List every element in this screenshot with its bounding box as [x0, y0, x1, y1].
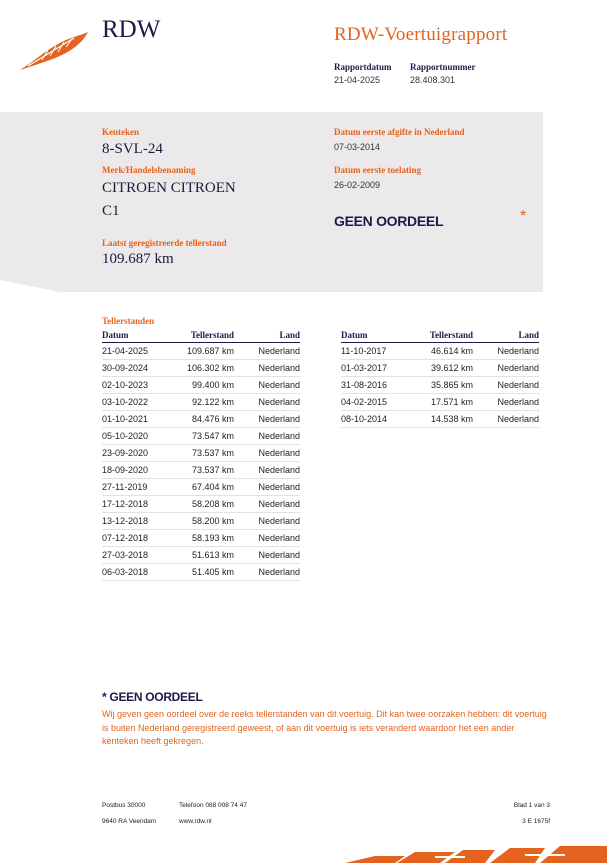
footer-code: 3 E 1675f [522, 818, 550, 825]
row-country: Nederland [473, 343, 539, 360]
note-text: Wij geven geen oordeel over de reeks tellerstanden van dit voertuig. Dit kan twee oorzaken hebben: dit voertuig is buiten Nederland geregistreerd geweest, of aan dit voertuig is iets veranderd waardoor het een ander kenteken heeft gekregen. [102, 709, 547, 746]
row-country: Nederland [473, 394, 539, 411]
row-date: 08-10-2014 [341, 411, 403, 428]
col-header-date: Datum [341, 330, 403, 343]
brand-name: RDW [102, 16, 161, 43]
col-header-reading: Tellerstand [403, 330, 473, 343]
footer-decoration-icon [345, 846, 607, 863]
table-row [341, 360, 539, 377]
row-country: Nederland [234, 496, 300, 513]
table-row [102, 445, 300, 462]
make-value-line1: CITROEN CITROEN [102, 180, 236, 196]
row-date: 07-12-2018 [102, 530, 164, 547]
row-date: 17-12-2018 [102, 496, 164, 513]
rdw-feather-logo-icon [18, 30, 90, 72]
row-date: 01-10-2021 [102, 411, 164, 428]
last-odometer-label: Laatst geregistreerde tellerstand [102, 238, 227, 248]
report-number: 28.408.301 [410, 75, 456, 85]
col-header-country: Land [473, 330, 539, 343]
row-country: Nederland [234, 479, 300, 496]
table-row [102, 411, 300, 428]
row-reading: 39.612 km [403, 360, 473, 377]
row-country: Nederland [234, 564, 300, 581]
col-header-reading: Tellerstand [164, 330, 234, 343]
plate-value: 8-SVL-24 [102, 141, 163, 157]
row-reading: 92.122 km [164, 394, 234, 411]
row-reading: 51.613 km [164, 547, 234, 564]
footer-page: Blad 1 van 3 [513, 802, 550, 809]
table-row [102, 513, 300, 530]
row-country: Nederland [473, 377, 539, 394]
report-title: RDW-Voertuigrapport [334, 24, 508, 45]
first-admission-value: 26-02-2009 [334, 180, 381, 190]
row-reading: 17.571 km [403, 394, 473, 411]
table-header-row [102, 330, 300, 343]
first-nl-label: Datum eerste afgifte in Nederland [334, 127, 465, 137]
col-header-date: Datum [102, 330, 164, 343]
table-row [102, 496, 300, 513]
row-country: Nederland [234, 445, 300, 462]
vehicle-summary-panel [0, 112, 543, 292]
row-date: 27-03-2018 [102, 547, 164, 564]
row-date: 04-02-2015 [341, 394, 403, 411]
odometer-section-title: Tellerstanden [102, 316, 155, 326]
row-country: Nederland [473, 411, 539, 428]
table-row [102, 428, 300, 445]
row-date: 18-09-2020 [102, 462, 164, 479]
row-date: 11-10-2017 [341, 343, 403, 360]
row-reading: 58.193 km [164, 530, 234, 547]
table-row [102, 360, 300, 377]
table-row [102, 530, 300, 547]
row-reading: 73.537 km [164, 462, 234, 479]
row-reading: 73.537 km [164, 445, 234, 462]
first-nl-value: 07-03-2014 [334, 142, 381, 152]
report-date: 21-04-2025 [334, 75, 381, 85]
row-country: Nederland [234, 360, 300, 377]
table-row [102, 462, 300, 479]
table-row [341, 343, 539, 360]
row-reading: 99.400 km [164, 377, 234, 394]
row-country: Nederland [234, 411, 300, 428]
table-row [102, 564, 300, 581]
row-reading: 67.404 km [164, 479, 234, 496]
row-country: Nederland [234, 377, 300, 394]
row-reading: 84.476 km [164, 411, 234, 428]
table-row [102, 479, 300, 496]
col-header-country: Land [234, 330, 300, 343]
row-date: 02-10-2023 [102, 377, 164, 394]
row-date: 06-03-2018 [102, 564, 164, 581]
verdict: GEEN OORDEEL [334, 213, 444, 229]
row-reading: 58.208 km [164, 496, 234, 513]
row-reading: 46.614 km [403, 343, 473, 360]
odometer-table-left [102, 330, 300, 581]
odometer-table-right [341, 330, 539, 428]
table-header-row [341, 330, 539, 343]
row-country: Nederland [234, 530, 300, 547]
row-date: 03-10-2022 [102, 394, 164, 411]
row-reading: 51.405 km [164, 564, 234, 581]
row-date: 27-11-2019 [102, 479, 164, 496]
row-country: Nederland [473, 360, 539, 377]
row-reading: 106.302 km [164, 360, 234, 377]
footer-phone: Telefoon 088 008 74 47 [179, 802, 247, 809]
row-date: 21-04-2025 [102, 343, 164, 360]
make-value-line2: C1 [102, 203, 120, 219]
row-date: 01-03-2017 [341, 360, 403, 377]
report-date-label: Rapportdatum [334, 62, 392, 72]
table-row [102, 343, 300, 360]
row-reading: 109.687 km [164, 343, 234, 360]
row-reading: 35.865 km [403, 377, 473, 394]
row-date: 05-10-2020 [102, 428, 164, 445]
row-reading: 73.547 km [164, 428, 234, 445]
table-row [102, 547, 300, 564]
row-date: 23-09-2020 [102, 445, 164, 462]
footer-city: 9640 RA Veendam [102, 818, 157, 825]
table-row [102, 377, 300, 394]
row-country: Nederland [234, 513, 300, 530]
row-date: 30-09-2024 [102, 360, 164, 377]
footer-postbus: Postbus 30000 [102, 802, 146, 809]
report-number-label: Rapportnummer [410, 62, 476, 72]
table-row [102, 394, 300, 411]
row-country: Nederland [234, 394, 300, 411]
panel-notch [0, 280, 60, 292]
table-row [341, 377, 539, 394]
row-country: Nederland [234, 428, 300, 445]
row-country: Nederland [234, 547, 300, 564]
table-row [341, 394, 539, 411]
row-country: Nederland [234, 462, 300, 479]
last-odometer-value: 109.687 km [102, 251, 174, 267]
row-reading: 58.200 km [164, 513, 234, 530]
plate-label: Kenteken [102, 127, 139, 137]
first-admission-label: Datum eerste toelating [334, 165, 421, 175]
verdict-asterisk: * [520, 208, 527, 225]
row-date: 13-12-2018 [102, 513, 164, 530]
row-reading: 14.538 km [403, 411, 473, 428]
make-label: Merk/Handelsbenaming [102, 165, 196, 175]
note-title: * GEEN OORDEEL [102, 690, 203, 704]
table-row [341, 411, 539, 428]
footer-website: www.rdw.nl [179, 818, 212, 825]
row-date: 31-08-2016 [341, 377, 403, 394]
row-country: Nederland [234, 343, 300, 360]
